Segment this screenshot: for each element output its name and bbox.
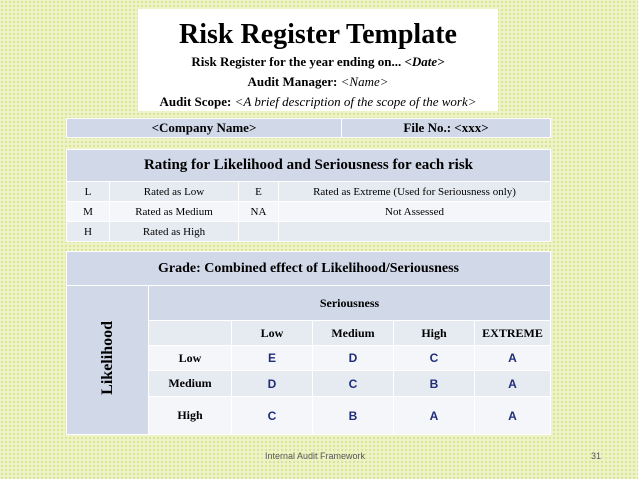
rating-code: H (67, 222, 110, 242)
file-number: File No.: <xxx> (342, 119, 551, 138)
row-header: High (149, 397, 232, 435)
table-row (67, 222, 551, 242)
year-ending-label: Risk Register for the year ending on... (191, 54, 402, 69)
rating-code (239, 222, 279, 242)
likelihood-label-cell (67, 286, 149, 435)
grade-cell: A (475, 397, 551, 435)
page-title: Risk Register Template (179, 19, 457, 50)
audit-scope-value: <A brief description of the scope of the work> (234, 94, 477, 109)
rating-desc: Rated as Low (110, 182, 239, 202)
page-number: 31 (591, 451, 602, 461)
grade-cell: D (232, 371, 313, 397)
grade-cell: A (394, 397, 475, 435)
seriousness-label: Seriousness (149, 286, 551, 321)
year-ending-value: <Date> (404, 54, 445, 69)
column-header: Low (232, 321, 313, 346)
rating-desc: Rated as Extreme (Used for Seriousness only) (279, 182, 551, 202)
grade-cell: C (313, 371, 394, 397)
rating-desc: Rated as High (110, 222, 239, 242)
grade-table (66, 251, 551, 435)
rating-table-title: Rating for Likelihood and Seriousness for each risk (67, 150, 551, 182)
rating-code: NA (239, 202, 279, 222)
audit-manager-value: <Name> (340, 74, 389, 89)
grade-table-title: Grade: Combined effect of Likelihood/Seriousness (67, 252, 551, 286)
audit-scope-label: Audit Scope: (159, 94, 232, 109)
grade-cell: A (475, 371, 551, 397)
grade-cell: B (313, 397, 394, 435)
audit-manager-label: Audit Manager: (247, 74, 338, 89)
audit-scope-line (138, 92, 498, 112)
company-name: <Company Name> (67, 119, 342, 138)
column-header: Medium (313, 321, 394, 346)
grade-cell: E (232, 346, 313, 371)
table-row (67, 202, 551, 222)
row-header: Low (149, 346, 232, 371)
likelihood-label: Likelihood (98, 321, 116, 395)
audit-manager-line (138, 72, 498, 92)
grade-cell: D (313, 346, 394, 371)
grade-cell: B (394, 371, 475, 397)
footer-text: Internal Audit Framework (265, 451, 366, 461)
grade-cell: A (475, 346, 551, 371)
rating-code: M (67, 202, 110, 222)
company-table (66, 118, 551, 138)
rating-code: L (67, 182, 110, 202)
grade-cell: C (232, 397, 313, 435)
corner-cell (149, 321, 232, 346)
rating-table (66, 149, 551, 242)
column-header: High (394, 321, 475, 346)
rating-desc: Rated as Medium (110, 202, 239, 222)
rating-desc (279, 222, 551, 242)
table-row (67, 182, 551, 202)
header-box (138, 9, 498, 111)
rating-desc: Not Assessed (279, 202, 551, 222)
year-ending-line (138, 52, 498, 72)
rating-code: E (239, 182, 279, 202)
grade-cell: C (394, 346, 475, 371)
row-header: Medium (149, 371, 232, 397)
column-header: EXTREME (475, 321, 551, 346)
